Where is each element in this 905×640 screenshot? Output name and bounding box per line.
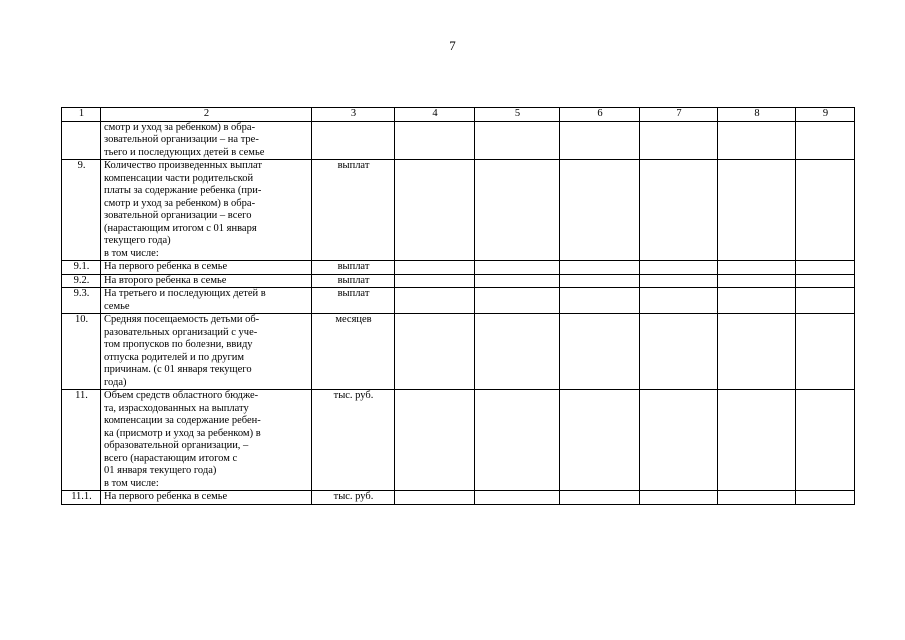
row-number: 9.3. [62,288,101,314]
value-cell [560,121,640,160]
value-cell [395,390,475,491]
value-cell [395,491,475,505]
value-cell [395,288,475,314]
value-cell [640,160,718,261]
value-cell [796,491,855,505]
value-cell [640,288,718,314]
value-cell [395,314,475,390]
value-cell [395,121,475,160]
column-header: 1 [62,108,101,122]
value-cell [640,390,718,491]
row-number: 10. [62,314,101,390]
column-header: 8 [718,108,796,122]
column-header: 7 [640,108,718,122]
table-row [62,160,855,261]
row-unit: выплат [312,160,395,261]
row-unit: выплат [312,288,395,314]
value-cell [475,288,560,314]
value-cell [640,274,718,288]
value-cell [560,390,640,491]
value-cell [718,261,796,275]
row-number [62,121,101,160]
value-cell [560,288,640,314]
value-cell [796,160,855,261]
table-row [62,491,855,505]
row-unit: тыс. руб. [312,491,395,505]
row-indicator: На второго ребенка в семье [101,274,312,288]
row-unit: тыс. руб. [312,390,395,491]
row-indicator: На первого ребенка в семье [101,261,312,275]
value-cell [475,314,560,390]
row-number: 11. [62,390,101,491]
column-header: 5 [475,108,560,122]
value-cell [475,261,560,275]
value-cell [475,274,560,288]
column-header: 2 [101,108,312,122]
value-cell [395,160,475,261]
row-number: 11.1. [62,491,101,505]
column-number-row [62,108,855,122]
value-cell [395,274,475,288]
value-cell [560,261,640,275]
row-unit: выплат [312,261,395,275]
value-cell [796,390,855,491]
table-row [62,121,855,160]
value-cell [718,160,796,261]
table-row [62,288,855,314]
value-cell [475,121,560,160]
value-cell [560,274,640,288]
value-cell [475,491,560,505]
value-cell [718,121,796,160]
value-cell [640,261,718,275]
row-indicator: Количество произведенных выплат компенсации части родительской платы за содержание ребенка (при- смотр и уход за ребенком) в обра- зовательной организации – всего (нарастающим итогом с 01 января текущего года) в том числе: [101,160,312,261]
row-unit: месяцев [312,314,395,390]
value-cell [718,288,796,314]
column-header: 3 [312,108,395,122]
value-cell [796,288,855,314]
row-unit [312,121,395,160]
value-cell [475,160,560,261]
value-cell [640,121,718,160]
column-header: 6 [560,108,640,122]
page-number: 7 [449,38,456,53]
value-cell [718,390,796,491]
value-cell [395,261,475,275]
value-cell [718,491,796,505]
value-cell [475,390,560,491]
row-indicator: Средняя посещаемость детьми об- разовательных организаций с уче- том пропусков по болезни, ввиду отпуска родителей и по другим причинам. (с 01 января текущего года) [101,314,312,390]
row-indicator: На третьего и последующих детей в семье [101,288,312,314]
value-cell [796,274,855,288]
value-cell [640,491,718,505]
report-table [61,107,855,505]
row-number: 9. [62,160,101,261]
column-header: 9 [796,108,855,122]
value-cell [640,314,718,390]
value-cell [560,160,640,261]
value-cell [796,121,855,160]
value-cell [560,314,640,390]
value-cell [796,314,855,390]
row-indicator: На первого ребенка в семье [101,491,312,505]
table-row [62,390,855,491]
row-indicator: Объем средств областного бюдже- та, израсходованных на выплату компенсации за содержание ребен- ка (присмотр и уход за ребенком) в образовательной организации, – всего (нарастающим итогом с 01 января текущего года) в том числе: [101,390,312,491]
value-cell [718,274,796,288]
column-header: 4 [395,108,475,122]
table-row [62,274,855,288]
row-indicator: смотр и уход за ребенком) в обра- зовательной организации – на тре- тьего и последующих детей в семье [101,121,312,160]
value-cell [560,491,640,505]
value-cell [718,314,796,390]
table-row [62,314,855,390]
row-unit: выплат [312,274,395,288]
row-number: 9.1. [62,261,101,275]
row-number: 9.2. [62,274,101,288]
table-row [62,261,855,275]
value-cell [796,261,855,275]
